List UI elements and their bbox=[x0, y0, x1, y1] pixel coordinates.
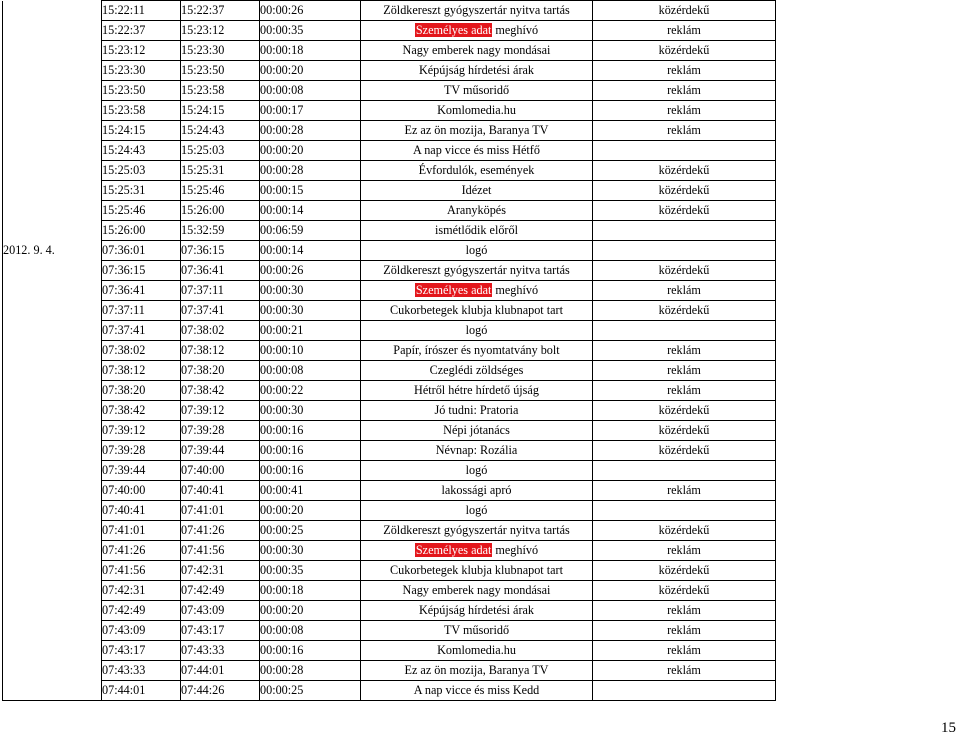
program-title-cell: Komlomedia.hu bbox=[361, 641, 593, 661]
date-cell bbox=[3, 61, 102, 81]
end-time-cell: 07:43:33 bbox=[181, 641, 260, 661]
date-cell bbox=[3, 341, 102, 361]
table-row bbox=[3, 661, 776, 681]
date-cell bbox=[3, 81, 102, 101]
duration-cell: 00:00:20 bbox=[260, 61, 361, 81]
table-row bbox=[3, 181, 776, 201]
date-cell bbox=[3, 141, 102, 161]
category-cell: reklám bbox=[593, 661, 776, 681]
end-time-cell: 07:41:56 bbox=[181, 541, 260, 561]
start-time-cell: 07:40:41 bbox=[102, 501, 181, 521]
date-cell bbox=[3, 421, 102, 441]
end-time-cell: 15:25:31 bbox=[181, 161, 260, 181]
date-cell bbox=[3, 401, 102, 421]
table-row bbox=[3, 261, 776, 281]
program-title-cell: TV műsoridő bbox=[361, 81, 593, 101]
date-cell bbox=[3, 541, 102, 561]
category-cell: közérdekű bbox=[593, 301, 776, 321]
duration-cell: 00:00:26 bbox=[260, 1, 361, 21]
duration-cell: 00:00:26 bbox=[260, 261, 361, 281]
duration-cell: 00:00:10 bbox=[260, 341, 361, 361]
date-cell bbox=[3, 621, 102, 641]
date-cell bbox=[3, 521, 102, 541]
start-time-cell: 15:25:31 bbox=[102, 181, 181, 201]
start-time-cell: 15:23:12 bbox=[102, 41, 181, 61]
start-time-cell: 07:38:02 bbox=[102, 341, 181, 361]
date-cell bbox=[3, 601, 102, 621]
table-row bbox=[3, 221, 776, 241]
start-time-cell: 07:37:41 bbox=[102, 321, 181, 341]
end-time-cell: 15:23:12 bbox=[181, 21, 260, 41]
start-time-cell: 07:42:31 bbox=[102, 581, 181, 601]
end-time-cell: 15:25:03 bbox=[181, 141, 260, 161]
duration-cell: 00:00:20 bbox=[260, 601, 361, 621]
table-row bbox=[3, 341, 776, 361]
program-title-cell: Idézet bbox=[361, 181, 593, 201]
date-cell bbox=[3, 161, 102, 181]
program-title-cell bbox=[361, 281, 593, 301]
date-cell bbox=[3, 101, 102, 121]
program-title-cell: Zöldkereszt gyógyszertár nyitva tartás bbox=[361, 1, 593, 21]
end-time-cell: 07:43:17 bbox=[181, 621, 260, 641]
program-title-cell: Nagy emberek nagy mondásai bbox=[361, 41, 593, 61]
category-cell: reklám bbox=[593, 641, 776, 661]
category-cell: közérdekű bbox=[593, 521, 776, 541]
duration-cell: 00:00:18 bbox=[260, 41, 361, 61]
start-time-cell: 15:23:58 bbox=[102, 101, 181, 121]
table-row bbox=[3, 41, 776, 61]
table-row bbox=[3, 501, 776, 521]
table-row bbox=[3, 401, 776, 421]
program-title-cell: Képújság hírdetési árak bbox=[361, 601, 593, 621]
start-time-cell: 07:42:49 bbox=[102, 601, 181, 621]
start-time-cell: 15:22:11 bbox=[102, 1, 181, 21]
date-cell: 2012. 9. 4. bbox=[3, 241, 102, 261]
category-cell: reklám bbox=[593, 341, 776, 361]
date-cell bbox=[3, 681, 102, 701]
date-cell bbox=[3, 21, 102, 41]
start-time-cell: 15:23:30 bbox=[102, 61, 181, 81]
category-cell: közérdekű bbox=[593, 41, 776, 61]
program-title-rest: meghívó bbox=[492, 543, 539, 557]
category-cell: közérdekű bbox=[593, 421, 776, 441]
start-time-cell: 07:43:33 bbox=[102, 661, 181, 681]
category-cell: közérdekű bbox=[593, 201, 776, 221]
duration-cell: 00:00:16 bbox=[260, 641, 361, 661]
date-cell bbox=[3, 321, 102, 341]
redacted-personal-data: Személyes adat bbox=[415, 23, 492, 37]
duration-cell: 00:00:15 bbox=[260, 181, 361, 201]
end-time-cell: 15:23:50 bbox=[181, 61, 260, 81]
program-title-cell: Cukorbetegek klubja klubnapot tart bbox=[361, 301, 593, 321]
duration-cell: 00:00:08 bbox=[260, 361, 361, 381]
date-cell bbox=[3, 281, 102, 301]
date-cell bbox=[3, 221, 102, 241]
program-title-cell: Képújság hírdetési árak bbox=[361, 61, 593, 81]
start-time-cell: 07:41:26 bbox=[102, 541, 181, 561]
category-cell: közérdekű bbox=[593, 401, 776, 421]
program-title-cell: Czeglédi zöldséges bbox=[361, 361, 593, 381]
program-title-cell: logó bbox=[361, 321, 593, 341]
category-cell bbox=[593, 681, 776, 701]
category-cell: reklám bbox=[593, 101, 776, 121]
table-row bbox=[3, 241, 776, 261]
date-cell bbox=[3, 461, 102, 481]
duration-cell: 00:00:18 bbox=[260, 581, 361, 601]
duration-cell: 00:00:25 bbox=[260, 681, 361, 701]
end-time-cell: 07:37:41 bbox=[181, 301, 260, 321]
date-cell bbox=[3, 641, 102, 661]
table-row bbox=[3, 521, 776, 541]
end-time-cell: 15:32:59 bbox=[181, 221, 260, 241]
start-time-cell: 15:25:03 bbox=[102, 161, 181, 181]
end-time-cell: 07:39:28 bbox=[181, 421, 260, 441]
end-time-cell: 15:24:43 bbox=[181, 121, 260, 141]
program-title-cell: logó bbox=[361, 501, 593, 521]
start-time-cell: 07:38:42 bbox=[102, 401, 181, 421]
duration-cell: 00:00:35 bbox=[260, 21, 361, 41]
table-row bbox=[3, 641, 776, 661]
start-time-cell: 07:36:01 bbox=[102, 241, 181, 261]
duration-cell: 00:00:22 bbox=[260, 381, 361, 401]
end-time-cell: 07:40:41 bbox=[181, 481, 260, 501]
program-title-cell: A nap vicce és miss Kedd bbox=[361, 681, 593, 701]
table-row bbox=[3, 61, 776, 81]
table-row bbox=[3, 201, 776, 221]
category-cell: reklám bbox=[593, 621, 776, 641]
program-title-cell: Évfordulók, események bbox=[361, 161, 593, 181]
start-time-cell: 15:22:37 bbox=[102, 21, 181, 41]
start-time-cell: 07:40:00 bbox=[102, 481, 181, 501]
date-cell bbox=[3, 501, 102, 521]
category-cell bbox=[593, 241, 776, 261]
program-title-cell: A nap vicce és miss Hétfő bbox=[361, 141, 593, 161]
program-title-rest: meghívó bbox=[492, 283, 539, 297]
date-cell bbox=[3, 561, 102, 581]
start-time-cell: 15:23:50 bbox=[102, 81, 181, 101]
category-cell: reklám bbox=[593, 281, 776, 301]
program-title-cell: Névnap: Rozália bbox=[361, 441, 593, 461]
program-title-cell: Hétről hétre hírdető újság bbox=[361, 381, 593, 401]
date-cell bbox=[3, 381, 102, 401]
table-row bbox=[3, 541, 776, 561]
start-time-cell: 15:24:15 bbox=[102, 121, 181, 141]
end-time-cell: 07:42:31 bbox=[181, 561, 260, 581]
end-time-cell: 07:40:00 bbox=[181, 461, 260, 481]
end-time-cell: 07:44:01 bbox=[181, 661, 260, 681]
end-time-cell: 07:39:12 bbox=[181, 401, 260, 421]
date-cell bbox=[3, 261, 102, 281]
category-cell bbox=[593, 501, 776, 521]
category-cell: közérdekű bbox=[593, 441, 776, 461]
duration-cell: 00:00:08 bbox=[260, 621, 361, 641]
duration-cell: 00:00:14 bbox=[260, 241, 361, 261]
table-row bbox=[3, 301, 776, 321]
duration-cell: 00:00:30 bbox=[260, 541, 361, 561]
start-time-cell: 07:41:01 bbox=[102, 521, 181, 541]
table-row bbox=[3, 141, 776, 161]
table-row bbox=[3, 581, 776, 601]
date-cell bbox=[3, 121, 102, 141]
table-row bbox=[3, 561, 776, 581]
end-time-cell: 15:22:37 bbox=[181, 1, 260, 21]
program-title-cell: Népi jótanács bbox=[361, 421, 593, 441]
date-cell bbox=[3, 41, 102, 61]
date-cell bbox=[3, 361, 102, 381]
start-time-cell: 07:39:28 bbox=[102, 441, 181, 461]
category-cell: reklám bbox=[593, 81, 776, 101]
category-cell: reklám bbox=[593, 61, 776, 81]
redacted-personal-data: Személyes adat bbox=[415, 543, 492, 557]
category-cell bbox=[593, 141, 776, 161]
date-cell bbox=[3, 441, 102, 461]
end-time-cell: 07:42:49 bbox=[181, 581, 260, 601]
program-title-cell: Komlomedia.hu bbox=[361, 101, 593, 121]
end-time-cell: 15:26:00 bbox=[181, 201, 260, 221]
end-time-cell: 07:39:44 bbox=[181, 441, 260, 461]
date-cell bbox=[3, 181, 102, 201]
program-title-cell: logó bbox=[361, 461, 593, 481]
duration-cell: 00:00:25 bbox=[260, 521, 361, 541]
category-cell: reklám bbox=[593, 21, 776, 41]
broadcast-schedule-table bbox=[2, 0, 776, 701]
date-cell bbox=[3, 1, 102, 21]
end-time-cell: 15:23:58 bbox=[181, 81, 260, 101]
duration-cell: 00:00:30 bbox=[260, 301, 361, 321]
end-time-cell: 15:25:46 bbox=[181, 181, 260, 201]
category-cell: reklám bbox=[593, 381, 776, 401]
date-cell bbox=[3, 301, 102, 321]
category-cell: reklám bbox=[593, 601, 776, 621]
category-cell bbox=[593, 461, 776, 481]
program-title-cell: Cukorbetegek klubja klubnapot tart bbox=[361, 561, 593, 581]
end-time-cell: 07:38:02 bbox=[181, 321, 260, 341]
duration-cell: 00:00:20 bbox=[260, 141, 361, 161]
table-row bbox=[3, 161, 776, 181]
page-number: 15 bbox=[941, 720, 956, 736]
end-time-cell: 15:24:15 bbox=[181, 101, 260, 121]
end-time-cell: 07:38:20 bbox=[181, 361, 260, 381]
category-cell: közérdekű bbox=[593, 561, 776, 581]
table-row bbox=[3, 361, 776, 381]
date-cell bbox=[3, 481, 102, 501]
category-cell: közérdekű bbox=[593, 1, 776, 21]
table-row bbox=[3, 441, 776, 461]
table-row bbox=[3, 601, 776, 621]
start-time-cell: 15:26:00 bbox=[102, 221, 181, 241]
start-time-cell: 07:37:11 bbox=[102, 301, 181, 321]
duration-cell: 00:00:21 bbox=[260, 321, 361, 341]
duration-cell: 00:00:30 bbox=[260, 401, 361, 421]
end-time-cell: 07:36:15 bbox=[181, 241, 260, 261]
program-title-cell bbox=[361, 21, 593, 41]
table-row bbox=[3, 121, 776, 141]
program-title-cell: lakossági apró bbox=[361, 481, 593, 501]
duration-cell: 00:00:17 bbox=[260, 101, 361, 121]
end-time-cell: 07:41:26 bbox=[181, 521, 260, 541]
duration-cell: 00:00:16 bbox=[260, 461, 361, 481]
duration-cell: 00:00:41 bbox=[260, 481, 361, 501]
date-cell bbox=[3, 201, 102, 221]
program-title-cell: ismétlődik előről bbox=[361, 221, 593, 241]
end-time-cell: 15:23:30 bbox=[181, 41, 260, 61]
duration-cell: 00:00:28 bbox=[260, 661, 361, 681]
category-cell: reklám bbox=[593, 541, 776, 561]
table-row bbox=[3, 101, 776, 121]
table-row bbox=[3, 421, 776, 441]
start-time-cell: 15:25:46 bbox=[102, 201, 181, 221]
duration-cell: 00:06:59 bbox=[260, 221, 361, 241]
redacted-personal-data: Személyes adat bbox=[415, 283, 492, 297]
category-cell: közérdekű bbox=[593, 181, 776, 201]
program-title-cell: logó bbox=[361, 241, 593, 261]
program-title-cell: Ez az ön mozija, Baranya TV bbox=[361, 661, 593, 681]
start-time-cell: 07:43:09 bbox=[102, 621, 181, 641]
table-row bbox=[3, 81, 776, 101]
category-cell: közérdekű bbox=[593, 161, 776, 181]
category-cell: reklám bbox=[593, 481, 776, 501]
start-time-cell: 15:24:43 bbox=[102, 141, 181, 161]
table-row bbox=[3, 481, 776, 501]
duration-cell: 00:00:28 bbox=[260, 121, 361, 141]
start-time-cell: 07:38:20 bbox=[102, 381, 181, 401]
program-title-rest: meghívó bbox=[492, 23, 539, 37]
end-time-cell: 07:44:26 bbox=[181, 681, 260, 701]
table-row bbox=[3, 621, 776, 641]
category-cell bbox=[593, 221, 776, 241]
program-title-cell: Zöldkereszt gyógyszertár nyitva tartás bbox=[361, 521, 593, 541]
duration-cell: 00:00:08 bbox=[260, 81, 361, 101]
table-row bbox=[3, 681, 776, 701]
category-cell: reklám bbox=[593, 121, 776, 141]
duration-cell: 00:00:35 bbox=[260, 561, 361, 581]
end-time-cell: 07:41:01 bbox=[181, 501, 260, 521]
duration-cell: 00:00:14 bbox=[260, 201, 361, 221]
end-time-cell: 07:43:09 bbox=[181, 601, 260, 621]
program-title-cell: Nagy emberek nagy mondásai bbox=[361, 581, 593, 601]
date-cell bbox=[3, 581, 102, 601]
end-time-cell: 07:38:42 bbox=[181, 381, 260, 401]
program-title-cell: Ez az ön mozija, Baranya TV bbox=[361, 121, 593, 141]
program-title-cell: Aranyköpés bbox=[361, 201, 593, 221]
program-title-cell: Papír, írószer és nyomtatvány bolt bbox=[361, 341, 593, 361]
end-time-cell: 07:37:11 bbox=[181, 281, 260, 301]
duration-cell: 00:00:20 bbox=[260, 501, 361, 521]
duration-cell: 00:00:30 bbox=[260, 281, 361, 301]
schedule-rows bbox=[3, 1, 776, 701]
category-cell bbox=[593, 321, 776, 341]
program-title-cell: Zöldkereszt gyógyszertár nyitva tartás bbox=[361, 261, 593, 281]
date-cell bbox=[3, 661, 102, 681]
start-time-cell: 07:39:44 bbox=[102, 461, 181, 481]
start-time-cell: 07:43:17 bbox=[102, 641, 181, 661]
program-title-cell bbox=[361, 541, 593, 561]
program-title-cell: Jó tudni: Pratoria bbox=[361, 401, 593, 421]
duration-cell: 00:00:28 bbox=[260, 161, 361, 181]
table-row bbox=[3, 321, 776, 341]
duration-cell: 00:00:16 bbox=[260, 421, 361, 441]
start-time-cell: 07:36:15 bbox=[102, 261, 181, 281]
start-time-cell: 07:39:12 bbox=[102, 421, 181, 441]
start-time-cell: 07:36:41 bbox=[102, 281, 181, 301]
end-time-cell: 07:38:12 bbox=[181, 341, 260, 361]
program-title-cell: TV műsoridő bbox=[361, 621, 593, 641]
table-row bbox=[3, 381, 776, 401]
start-time-cell: 07:44:01 bbox=[102, 681, 181, 701]
category-cell: közérdekű bbox=[593, 261, 776, 281]
category-cell: közérdekű bbox=[593, 581, 776, 601]
start-time-cell: 07:41:56 bbox=[102, 561, 181, 581]
table-row bbox=[3, 21, 776, 41]
category-cell: reklám bbox=[593, 361, 776, 381]
start-time-cell: 07:38:12 bbox=[102, 361, 181, 381]
table-row bbox=[3, 1, 776, 21]
duration-cell: 00:00:16 bbox=[260, 441, 361, 461]
table-row bbox=[3, 281, 776, 301]
table-row bbox=[3, 461, 776, 481]
end-time-cell: 07:36:41 bbox=[181, 261, 260, 281]
